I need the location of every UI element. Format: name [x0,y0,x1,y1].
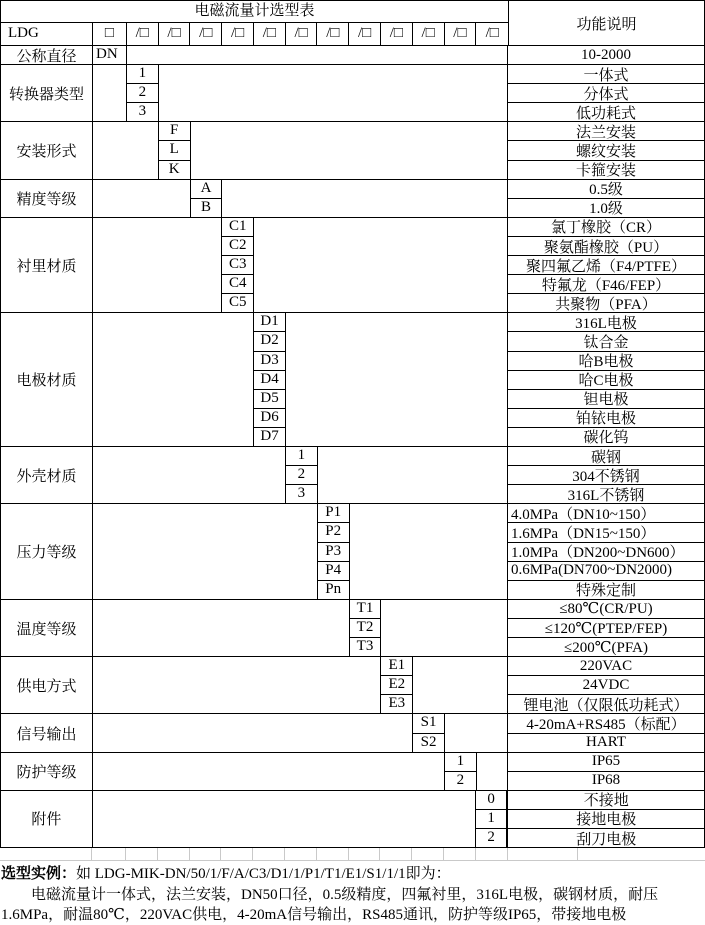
selection-example-label: 选型实例： [1,866,77,883]
code-cell: T2 [350,619,381,638]
table-title: 电磁流量计选型表 [1,1,508,23]
function-cell: 一体式 [508,65,704,84]
grid-spacer-cell [380,848,412,860]
gridline-spacer-row [0,848,705,861]
grid-spacer-cell [158,848,190,860]
function-column [508,447,704,503]
category-label: 电极材质 [1,313,93,446]
right-spacer-cell [254,218,508,313]
left-spacer-cell [93,122,159,178]
model-prefix-label: LDG [1,23,93,45]
function-column [508,46,704,64]
model-code-row [1,23,508,45]
model-code-slot: /□ [485,25,499,41]
left-spacer-cell [93,753,445,790]
code-cell: T1 [350,600,381,619]
category-section [1,312,704,446]
code-cell: C2 [222,237,253,256]
function-cell: ≤120℃(PTEP/FEP) [508,619,704,638]
function-cell: 聚四氟乙烯（F4/PTFE） [508,256,704,275]
function-cell: 220VAC [508,657,704,676]
grid-spacer-cell [253,848,285,860]
category-label: 公称直径 [1,46,93,64]
function-cell: 刮刀电极 [576,831,637,848]
category-label: 供电方式 [1,657,93,713]
function-column [508,600,704,656]
function-cell: 螺纹安装 [508,141,704,160]
code-column [350,600,382,656]
code-cell: E1 [381,657,412,676]
grid-spacer-cell [190,848,222,860]
function-cell: 316L不锈钢 [567,487,645,504]
code-column [445,753,477,790]
function-column [508,657,704,713]
category-label: 精度等级 [1,180,93,217]
function-cell: 钽电极 [508,390,704,409]
category-label: 附件 [1,791,93,847]
model-code-slot: /□ [222,23,254,45]
selection-example-description: 电磁流量计一体式，法兰安装，DN50口径，0.5级精度，四氟衬里，316L电极，碳钢材质，耐压1.6MPa，耐温80℃，220VAC供电，4-20mA信号输出，RS485通讯，防护等级IP65，带接地电极 [1,887,659,924]
code-column [381,657,413,713]
function-cell: 碳钢 [508,447,704,466]
code-cell: C5 [229,294,247,311]
category-section [1,503,704,599]
code-cell: L [159,141,190,160]
function-cell: 0.6MPa(DN700~DN2000) [508,562,704,581]
code-column [254,313,286,446]
grid-spacer-cell [285,848,317,860]
category-section [1,752,704,790]
function-cell: 1.0MPa（DN200~DN600） [508,543,704,562]
function-cell: 4-20mA+RS485（标配） [508,714,704,733]
left-spacer-cell [93,504,318,599]
code-column [318,504,350,599]
right-spacer-cell [127,46,508,64]
code-cell: D1 [254,313,285,332]
function-cell: 聚氨酯橡胶（PU） [508,237,704,256]
right-spacer-cell [477,753,508,790]
function-column [508,65,704,121]
code-cell: DN [96,46,118,62]
function-column [508,313,704,446]
function-cell: 碳化钨 [583,430,629,447]
grid-spacer-cell [92,848,126,860]
left-spacer-cell [93,600,350,656]
code-cell: P1 [318,504,349,523]
model-code-slot: /□ [413,23,445,45]
right-spacer-cell [222,180,508,217]
code-cell: 1 [286,447,317,466]
right-spacer-cell [413,657,508,713]
code-cell: D7 [260,427,279,444]
grid-spacer-cell [508,848,578,860]
right-spacer-cell [286,313,508,446]
category-sections [1,45,704,847]
function-cell: 1.0级 [589,201,623,217]
category-label: 外壳材质 [1,447,93,503]
code-cell: C4 [222,275,253,294]
function-cell: ≤80℃(CR/PU) [508,600,704,619]
grid-spacer-cell [349,848,381,860]
model-code-first-box: □ [93,23,127,45]
code-cell: 2 [487,829,495,846]
code-cell: E2 [381,676,412,695]
function-cell: 0.5级 [508,180,704,199]
code-cell: 2 [286,466,317,485]
category-section [1,790,704,847]
grid-spacer-cell [476,848,508,860]
function-cell: IP68 [591,772,621,789]
model-code-slot: /□ [317,23,349,45]
right-spacer-cell [445,714,508,751]
code-cell: S2 [420,733,437,750]
code-cell: K [168,160,180,177]
function-column [508,791,704,847]
function-cell: 24VDC [508,676,704,695]
selection-example-line [1,864,703,885]
category-section [1,599,704,656]
function-cell: IP65 [508,753,704,772]
model-code-slot: /□ [349,23,381,45]
model-code-slot: /□ [381,23,413,45]
code-cell: 1 [127,65,158,84]
code-cell: D6 [254,409,285,428]
category-label: 压力等级 [1,504,93,599]
category-section [1,45,704,64]
category-section [1,179,704,217]
code-cell: D5 [254,390,285,409]
function-column [508,218,704,313]
code-cell: 1 [476,810,507,829]
function-cell: 10-2000 [581,46,631,63]
code-cell: D4 [254,371,285,390]
left-spacer-cell [93,180,191,217]
model-code-slot: /□ [159,23,191,45]
category-section [1,446,704,503]
grid-spacer-cell [444,848,476,860]
function-cell: 316L电极 [508,313,704,332]
code-column [413,714,445,751]
grid-spacer-cell [221,848,253,860]
right-spacer-cell [350,504,508,599]
code-cell: P3 [318,543,349,562]
code-cell: T3 [356,638,374,655]
code-cell: S1 [413,714,444,733]
left-spacer-cell [93,447,286,503]
function-cell: 304不锈钢 [508,466,704,485]
function-cell: 钛合金 [508,332,704,351]
grid-spacer-cell [578,848,705,860]
function-cell: ≤200℃(PFA) [564,639,648,656]
function-column [508,753,704,790]
code-cell: 0 [476,791,507,810]
function-column [508,122,704,178]
code-cell: 2 [127,84,158,103]
function-column [508,504,704,599]
code-column [222,218,254,313]
model-code-slot: /□ [445,23,477,45]
table-header [1,1,704,45]
category-section [1,217,704,313]
function-cell: HART [586,734,626,751]
function-cell: 哈B电极 [508,352,704,371]
function-cell: 氯丁橡胶（CR） [508,218,704,237]
function-cell: 哈C电极 [508,371,704,390]
function-cell: 特氟龙（F46/FEP） [508,275,704,294]
right-spacer-cell [191,122,508,178]
right-spacer-cell [318,447,508,503]
code-cell: D2 [254,332,285,351]
grid-spacer-cell [412,848,444,860]
category-label: 安装形式 [1,122,93,178]
category-label: 信号输出 [1,714,93,751]
function-cell: 4.0MPa（DN10~150） [508,504,704,523]
function-cell: 接地电极 [508,810,704,829]
code-cell: 2 [456,771,465,788]
function-cell: 1.6MPa（DN15~150） [508,523,704,542]
code-cell: E3 [388,695,406,712]
left-spacer-cell [93,218,222,313]
category-section [1,713,704,751]
function-cell: 法兰安装 [508,122,704,141]
code-cell: A [191,180,222,199]
left-spacer-cell [93,791,476,847]
code-cell: P2 [318,523,349,542]
left-spacer-cell [93,313,254,446]
code-column [191,180,223,217]
code-cell: C3 [222,256,253,275]
function-cell: 共聚物（PFA） [555,296,657,313]
function-cell: 锂电池（仅限低功耗式） [523,697,689,714]
model-code-slot: /□ [254,23,286,45]
model-code-slot: /□ [286,23,318,45]
category-label: 防护等级 [1,753,93,790]
function-cell: 低功耗式 [575,105,636,122]
function-column [508,180,704,217]
code-column [93,46,127,64]
code-cell: 1 [445,753,476,772]
code-column [127,65,159,121]
category-label: 衬里材质 [1,218,93,313]
selection-example-code: 如 LDG-MIK-DN/50/1/F/A/C3/D1/1/P1/T1/E1/S1/1/1即为： [76,866,451,883]
code-cell: D3 [254,352,285,371]
function-cell: 铂铱电极 [508,409,704,428]
category-section [1,64,704,121]
grid-spacer-cell [126,848,158,860]
footer-notes [0,861,705,925]
left-spacer-cell [93,65,127,121]
grid-spacer-cell [317,848,349,860]
function-column-header: 功能说明 [576,16,637,33]
category-label: 温度等级 [1,600,93,656]
code-column [286,447,318,503]
code-cell: C1 [222,218,253,237]
function-cell: 不接地 [508,791,704,810]
left-spacer-cell [93,714,413,751]
code-column [476,791,508,847]
model-code-slot: /□ [127,23,159,45]
right-spacer-cell [159,65,508,121]
function-cell: 特殊定制 [575,583,636,599]
function-cell: 分体式 [508,84,704,103]
grid-spacer-cell [0,848,92,860]
left-spacer-cell [93,657,381,713]
code-cell: 3 [297,485,306,502]
header-left [1,1,509,45]
code-cell: 3 [138,103,147,120]
category-label: 转换器类型 [1,65,93,121]
code-column [159,122,191,178]
code-cell: B [200,198,211,215]
category-section [1,656,704,713]
function-column [508,714,704,751]
code-cell: F [159,122,190,141]
function-cell: 卡箍安装 [575,163,636,179]
category-section [1,121,704,178]
right-spacer-cell [381,600,508,656]
model-code-slot: /□ [190,23,222,45]
code-cell: P4 [318,562,349,581]
code-cell: Pn [325,580,342,597]
